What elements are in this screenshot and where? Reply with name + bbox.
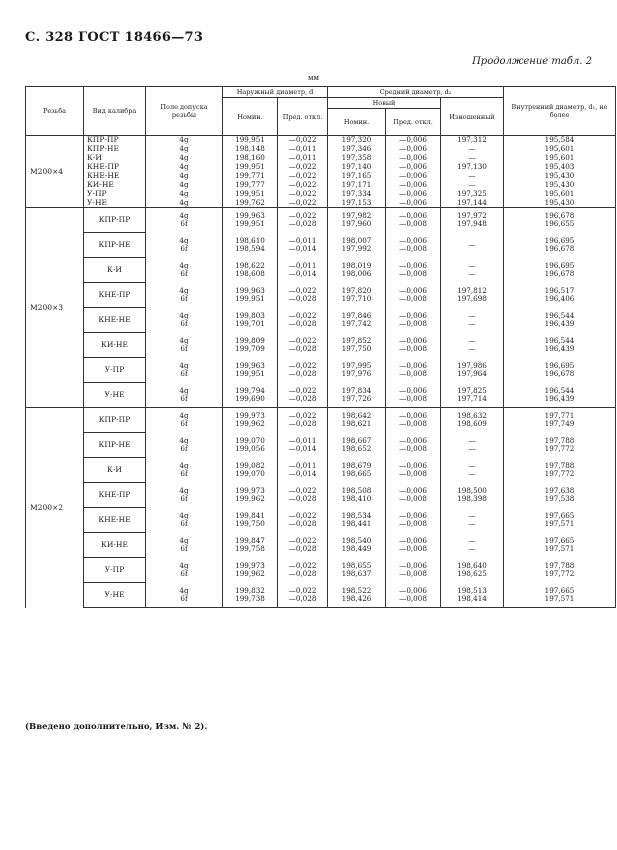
outer-nominal-cell: 199,951 (223, 163, 278, 172)
inner-diameter-cell: 196,517 196,406 (504, 283, 616, 308)
tolerance-cell: 4g 6f (146, 208, 223, 233)
middle-nominal-cell: 197,852 197,750 (328, 333, 386, 358)
outer-nominal-cell: 199,777 (223, 181, 278, 190)
outer-nominal-cell: 199,762 (223, 199, 278, 208)
worn-diameter-cell: — (441, 233, 504, 258)
gauge-name-cell: У-НЕ (84, 383, 146, 408)
worn-diameter-cell: 197,144 (441, 199, 504, 208)
col-inner-diameter: Внутренний диаметр, d₁, не более (504, 87, 616, 136)
inner-diameter-cell: 196,544 196,439 (504, 333, 616, 358)
gauge-name-cell: КИ-НЕ (84, 333, 146, 358)
tolerance-cell: 4g 6f (146, 458, 223, 483)
middle-deviation-cell: —0,006 —0,008 (386, 258, 441, 283)
worn-diameter-cell: 198,632 198,609 (441, 408, 504, 433)
table-row (26, 258, 616, 283)
inner-diameter-cell: 197,788 197,772 (504, 458, 616, 483)
gauge-name-cell: У-ПР (84, 190, 146, 199)
table-row (26, 181, 616, 190)
worn-diameter-cell: — — (441, 308, 504, 333)
tolerance-cell: 4g 6f (146, 358, 223, 383)
gauge-name-cell: У-НЕ (84, 199, 146, 208)
outer-deviation-cell: —0,011 —0,014 (278, 233, 328, 258)
middle-deviation-cell: —0,006 (386, 163, 441, 172)
gauge-name-cell: КПР-НЕ (84, 145, 146, 154)
worn-diameter-cell: — — (441, 458, 504, 483)
outer-nominal-cell: 199,951 (223, 136, 278, 145)
tolerance-cell: 4g (146, 190, 223, 199)
middle-nominal-cell: 197,820 197,710 (328, 283, 386, 308)
outer-deviation-cell: —0,022 —0,028 (278, 483, 328, 508)
middle-deviation-cell: —0,006 —0,008 (386, 583, 441, 608)
outer-deviation-cell: —0,022 (278, 163, 328, 172)
inner-diameter-cell: 197,788 197,772 (504, 558, 616, 583)
col-middle-nominal: Номин. (328, 109, 386, 136)
middle-deviation-cell: —0,006 —0,008 (386, 208, 441, 233)
inner-diameter-cell: 197,665 197,571 (504, 583, 616, 608)
inner-diameter-cell: 196,695 196,678 (504, 358, 616, 383)
gauge-name-cell: КИ-НЕ (84, 533, 146, 558)
outer-deviation-cell: —0,022 —0,028 (278, 533, 328, 558)
worn-diameter-cell: — — (441, 258, 504, 283)
worn-diameter-cell: — (441, 172, 504, 181)
middle-deviation-cell: —0,006 —0,008 (386, 333, 441, 358)
table-row (26, 190, 616, 199)
outer-deviation-cell: —0,022 —0,028 (278, 583, 328, 608)
outer-deviation-cell: —0,022 (278, 172, 328, 181)
outer-nominal-cell: 199,832 199,738 (223, 583, 278, 608)
gauge-name-cell: КПР-ПР (84, 408, 146, 433)
tolerance-cell: 4g 6f (146, 558, 223, 583)
outer-nominal-cell: 199,963 199,951 (223, 283, 278, 308)
middle-deviation-cell: —0,006 —0,008 (386, 308, 441, 333)
middle-nominal-cell: 198,679 198,665 (328, 458, 386, 483)
table-row (26, 483, 616, 508)
table-row (26, 308, 616, 333)
tolerance-cell: 4g 6f (146, 583, 223, 608)
middle-deviation-cell: —0,006 (386, 181, 441, 190)
outer-deviation-cell: —0,022 —0,028 (278, 283, 328, 308)
gauge-name-cell: КНЕ-НЕ (84, 508, 146, 533)
outer-deviation-cell: —0,022 (278, 136, 328, 145)
inner-diameter-cell: 195,601 (504, 190, 616, 199)
table-row (26, 408, 616, 433)
worn-diameter-cell: 198,513 198,414 (441, 583, 504, 608)
inner-diameter-cell: 195,403 (504, 163, 616, 172)
table-row (26, 199, 616, 208)
outer-nominal-cell: 199,973 199,962 (223, 558, 278, 583)
middle-deviation-cell: —0,006 —0,008 (386, 533, 441, 558)
thread-cell: М200×4 (26, 136, 84, 208)
gauge-name-cell: У-НЕ (84, 583, 146, 608)
outer-nominal-cell: 199,841 199,750 (223, 508, 278, 533)
outer-deviation-cell: —0,022 —0,028 (278, 358, 328, 383)
outer-nominal-cell: 199,082 199,070 (223, 458, 278, 483)
gauge-name-cell: К-И (84, 154, 146, 163)
gauge-name-cell: КНЕ-НЕ (84, 308, 146, 333)
outer-nominal-cell: 199,803 199,701 (223, 308, 278, 333)
middle-deviation-cell: —0,006 —0,008 (386, 558, 441, 583)
middle-deviation-cell: —0,006 —0,008 (386, 283, 441, 308)
table-row (26, 358, 616, 383)
gauge-name-cell: КПР-ПР (84, 208, 146, 233)
outer-deviation-cell: —0,011 (278, 145, 328, 154)
continuation-label: Продолжение табл. 2 (472, 56, 592, 67)
table-row (26, 333, 616, 358)
middle-deviation-cell: —0,006 —0,008 (386, 383, 441, 408)
col-worn: Изношенный (441, 98, 504, 136)
middle-nominal-cell: 198,540 198,449 (328, 533, 386, 558)
outer-nominal-cell: 199,771 (223, 172, 278, 181)
col-tolerance: Поле допуска резьбы (146, 87, 223, 136)
gauge-name-cell: КИ-НЕ (84, 181, 146, 190)
worn-diameter-cell: 197,825 197,714 (441, 383, 504, 408)
table-row (26, 583, 616, 608)
middle-deviation-cell: —0,006 —0,008 (386, 358, 441, 383)
middle-nominal-cell: 198,508 198,410 (328, 483, 386, 508)
tolerance-cell: 4g 6f (146, 408, 223, 433)
inner-diameter-cell: 197,638 197,538 (504, 483, 616, 508)
tolerance-cell: 4g (146, 154, 223, 163)
gauge-name-cell: КНЕ-ПР (84, 283, 146, 308)
tolerance-cell: 4g 6f (146, 533, 223, 558)
tolerance-cell: 4g (146, 199, 223, 208)
middle-deviation-cell: —0,006 —0,008 (386, 408, 441, 433)
outer-deviation-cell: —0,022 —0,028 (278, 408, 328, 433)
middle-nominal-cell: 197,846 197,742 (328, 308, 386, 333)
outer-nominal-cell: 198,148 (223, 145, 278, 154)
inner-diameter-cell: 195,584 (504, 136, 616, 145)
middle-nominal-cell: 198,534 198,441 (328, 508, 386, 533)
inner-diameter-cell: 196,678 196,655 (504, 208, 616, 233)
tolerance-cell: 4g (146, 145, 223, 154)
middle-nominal-cell: 197,171 (328, 181, 386, 190)
worn-diameter-cell: — (441, 145, 504, 154)
table-row (26, 233, 616, 258)
middle-deviation-cell: —0,006 —0,008 (386, 458, 441, 483)
worn-diameter-cell: 197,130 (441, 163, 504, 172)
middle-nominal-cell: 198,642 198,621 (328, 408, 386, 433)
outer-nominal-cell: 199,963 199,951 (223, 208, 278, 233)
worn-diameter-cell: — (441, 181, 504, 190)
worn-diameter-cell: 197,812 197,698 (441, 283, 504, 308)
col-gauge-type: Вид калибра (84, 87, 146, 136)
outer-deviation-cell: —0,022 (278, 199, 328, 208)
outer-nominal-cell: 199,070 199,056 (223, 433, 278, 458)
tolerance-cell: 4g 6f (146, 283, 223, 308)
outer-deviation-cell: —0,011 —0,014 (278, 258, 328, 283)
worn-diameter-cell: 197,325 (441, 190, 504, 199)
tolerance-cell: 4g (146, 181, 223, 190)
thread-cell: М200×3 (26, 208, 84, 408)
middle-deviation-cell: —0,006 (386, 154, 441, 163)
table-row (26, 433, 616, 458)
gauge-table-container (25, 86, 615, 608)
col-thread: Резьба (26, 87, 84, 136)
worn-diameter-cell: 198,500 198,398 (441, 483, 504, 508)
middle-deviation-cell: —0,006 (386, 136, 441, 145)
inner-diameter-cell: 195,430 (504, 172, 616, 181)
outer-deviation-cell: —0,022 —0,028 (278, 308, 328, 333)
middle-deviation-cell: —0,006 —0,008 (386, 433, 441, 458)
middle-nominal-cell: 198,019 198,006 (328, 258, 386, 283)
units-label: мм (308, 74, 319, 82)
worn-diameter-cell: 198,640 198,625 (441, 558, 504, 583)
middle-deviation-cell: —0,006 (386, 190, 441, 199)
table-row (26, 533, 616, 558)
outer-deviation-cell: —0,022 —0,028 (278, 383, 328, 408)
worn-diameter-cell: 197,312 (441, 136, 504, 145)
middle-deviation-cell: —0,006 (386, 172, 441, 181)
middle-nominal-cell: 198,522 198,426 (328, 583, 386, 608)
outer-deviation-cell: —0,022 —0,028 (278, 333, 328, 358)
middle-deviation-cell: —0,006 (386, 199, 441, 208)
gauge-name-cell: К-И (84, 258, 146, 283)
tolerance-cell: 4g (146, 163, 223, 172)
inner-diameter-cell: 195,601 (504, 154, 616, 163)
middle-deviation-cell: —0,006 —0,008 (386, 508, 441, 533)
table-row (26, 508, 616, 533)
outer-nominal-cell: 198,610 198,594 (223, 233, 278, 258)
middle-nominal-cell: 197,334 (328, 190, 386, 199)
inner-diameter-cell: 197,665 197,571 (504, 533, 616, 558)
col-middle-deviation: Пред. откл. (386, 109, 441, 136)
worn-diameter-cell: 197,972 197,948 (441, 208, 504, 233)
outer-deviation-cell: —0,011 —0,014 (278, 458, 328, 483)
outer-deviation-cell: —0,022 —0,028 (278, 508, 328, 533)
tolerance-cell: 4g (146, 172, 223, 181)
outer-nominal-cell: 199,973 199,962 (223, 408, 278, 433)
inner-diameter-cell: 196,544 196,439 (504, 308, 616, 333)
inner-diameter-cell: 195,430 (504, 199, 616, 208)
gauge-name-cell: У-ПР (84, 358, 146, 383)
tolerance-cell: 4g 6f (146, 258, 223, 283)
tolerance-cell: 4g 6f (146, 508, 223, 533)
gauge-name-cell: КНЕ-ПР (84, 163, 146, 172)
inner-diameter-cell: 196,544 196,439 (504, 383, 616, 408)
tolerance-cell: 4g 6f (146, 333, 223, 358)
table-row (26, 283, 616, 308)
inner-diameter-cell: 197,665 197,571 (504, 508, 616, 533)
worn-diameter-cell: — — (441, 433, 504, 458)
tolerance-cell: 4g 6f (146, 383, 223, 408)
table-row (26, 145, 616, 154)
outer-nominal-cell: 199,951 (223, 190, 278, 199)
outer-deviation-cell: —0,022 (278, 181, 328, 190)
outer-nominal-cell: 199,809 199,709 (223, 333, 278, 358)
tolerance-cell: 4g (146, 136, 223, 145)
outer-deviation-cell: —0,022 —0,028 (278, 558, 328, 583)
outer-deviation-cell: —0,011 (278, 154, 328, 163)
worn-diameter-cell: — (441, 154, 504, 163)
page-title: С. 328 ГОСТ 18466—73 (25, 30, 204, 45)
middle-nominal-cell: 197,982 197,960 (328, 208, 386, 233)
outer-nominal-cell: 199,847 199,758 (223, 533, 278, 558)
tolerance-cell: 4g 6f (146, 483, 223, 508)
middle-deviation-cell: —0,006 —0,008 (386, 483, 441, 508)
col-outer-deviation: Пред. откл. (278, 98, 328, 136)
middle-deviation-cell: —0,006 —0,008 (386, 233, 441, 258)
worn-diameter-cell: — — (441, 508, 504, 533)
outer-deviation-cell: —0,011 —0,014 (278, 433, 328, 458)
inner-diameter-cell: 195,430 (504, 181, 616, 190)
middle-nominal-cell: 197,834 197,726 (328, 383, 386, 408)
inner-diameter-cell: 196,695 196,678 (504, 258, 616, 283)
col-outer-nominal: Номин. (223, 98, 278, 136)
footer-note: (Введено дополнительно, Изм. № 2). (25, 722, 208, 732)
col-outer-diameter: Наружный диаметр, d (223, 87, 328, 98)
middle-nominal-cell: 198,667 198,652 (328, 433, 386, 458)
tolerance-cell: 4g 6f (146, 308, 223, 333)
outer-nominal-cell: 198,622 198,608 (223, 258, 278, 283)
worn-diameter-cell: — — (441, 333, 504, 358)
gauge-name-cell: КНЕ-НЕ (84, 172, 146, 181)
gauge-table (25, 86, 616, 608)
worn-diameter-cell: — — (441, 533, 504, 558)
outer-nominal-cell: 199,794 199,690 (223, 383, 278, 408)
inner-diameter-cell: 196,695 196,678 (504, 233, 616, 258)
table-body (26, 136, 616, 608)
middle-nominal-cell: 197,165 (328, 172, 386, 181)
col-middle-diameter: Средний диаметр, d₂ (328, 87, 504, 98)
inner-diameter-cell: 197,788 197,772 (504, 433, 616, 458)
gauge-name-cell: У-ПР (84, 558, 146, 583)
middle-deviation-cell: —0,006 (386, 145, 441, 154)
table-row (26, 458, 616, 483)
table-row (26, 208, 616, 233)
inner-diameter-cell: 195,601 (504, 145, 616, 154)
outer-deviation-cell: —0,022 —0,028 (278, 208, 328, 233)
worn-diameter-cell: 197,986 197,964 (441, 358, 504, 383)
outer-nominal-cell: 198,160 (223, 154, 278, 163)
thread-cell: М200×2 (26, 408, 84, 608)
table-row (26, 383, 616, 408)
middle-nominal-cell: 198,655 198,637 (328, 558, 386, 583)
col-new: Новый (328, 98, 441, 109)
tolerance-cell: 4g 6f (146, 433, 223, 458)
outer-nominal-cell: 199,973 199,962 (223, 483, 278, 508)
inner-diameter-cell: 197,771 197,749 (504, 408, 616, 433)
gauge-name-cell: К-И (84, 458, 146, 483)
middle-nominal-cell: 198,007 197,992 (328, 233, 386, 258)
table-row (26, 172, 616, 181)
middle-nominal-cell: 197,140 (328, 163, 386, 172)
middle-nominal-cell: 197,358 (328, 154, 386, 163)
table-row (26, 558, 616, 583)
middle-nominal-cell: 197,320 (328, 136, 386, 145)
outer-deviation-cell: —0,022 (278, 190, 328, 199)
middle-nominal-cell: 197,346 (328, 145, 386, 154)
middle-nominal-cell: 197,153 (328, 199, 386, 208)
gauge-name-cell: КНЕ-ПР (84, 483, 146, 508)
tolerance-cell: 4g 6f (146, 233, 223, 258)
middle-nominal-cell: 197,995 197,976 (328, 358, 386, 383)
outer-nominal-cell: 199,963 199,951 (223, 358, 278, 383)
gauge-name-cell: КПР-НЕ (84, 433, 146, 458)
gauge-name-cell: КПР-ПР (84, 136, 146, 145)
gauge-name-cell: КПР-НЕ (84, 233, 146, 258)
